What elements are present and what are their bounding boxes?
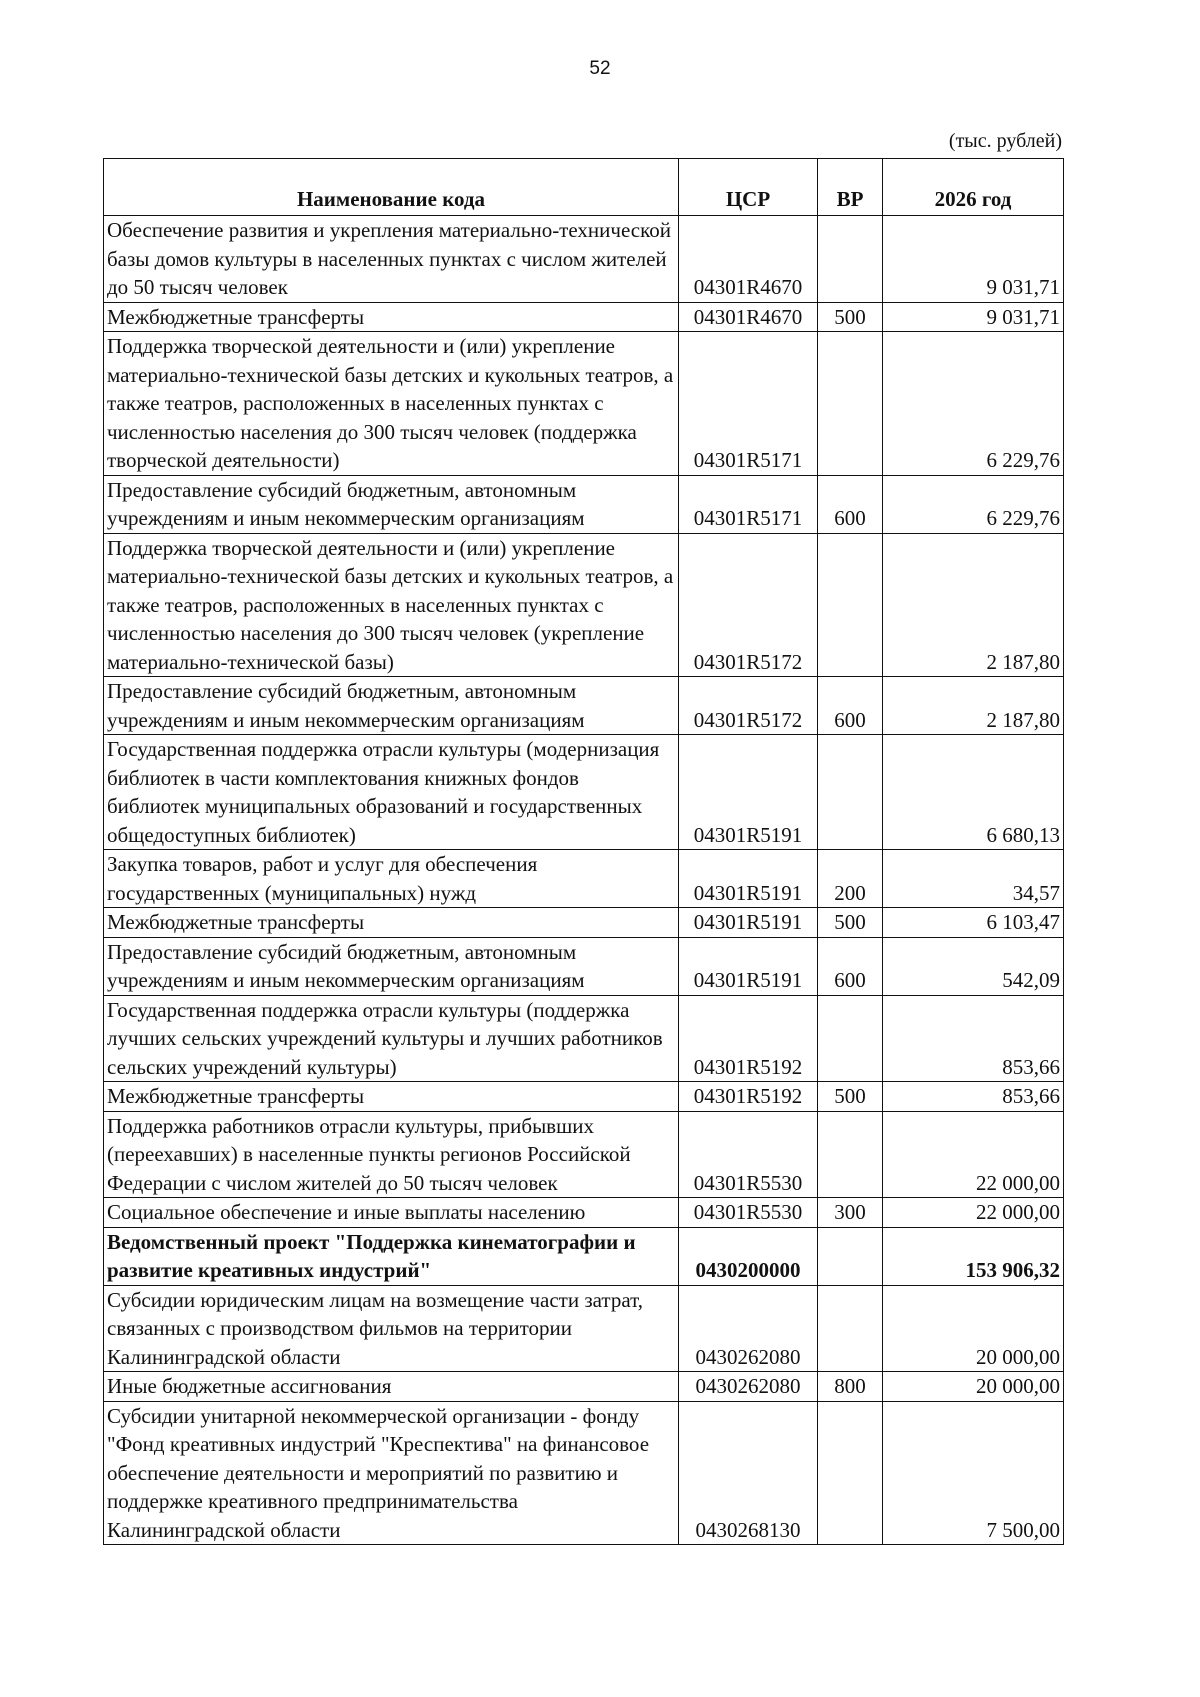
- row-name-cell: Поддержка творческой деятельности и (или) укрепление материально-технической базы детских и кукольных театров, а также театров, расположенных в населенных пунктах с численностью населения до 300 тысяч человек (поддержка творческой деятельности): [104, 332, 679, 476]
- row-vr-cell: [818, 1227, 883, 1285]
- row-name-cell: Социальное обеспечение и иные выплаты населению: [104, 1198, 679, 1228]
- row-amount-cell: 6 680,13: [883, 735, 1064, 850]
- table-row: [104, 533, 1064, 677]
- table-row: [104, 1111, 1064, 1198]
- budget-table: [103, 158, 1064, 1545]
- row-code-cell: 04301R5191: [679, 908, 818, 938]
- row-code-cell: 0430268130: [679, 1401, 818, 1545]
- table-row: [104, 677, 1064, 735]
- row-name-cell: Поддержка работников отрасли культуры, прибывших (переехавших) в населенные пункты регионов Российской Федерации с числом жителей до 50 тысяч человек: [104, 1111, 679, 1198]
- header-vr: ВР: [818, 159, 883, 216]
- table-row: [104, 937, 1064, 995]
- row-code-cell: 04301R5171: [679, 475, 818, 533]
- row-vr-cell: [818, 1111, 883, 1198]
- row-vr-cell: 200: [818, 850, 883, 908]
- row-amount-cell: 6 229,76: [883, 332, 1064, 476]
- header-year: 2026 год: [883, 159, 1064, 216]
- page-number: 52: [589, 58, 611, 79]
- table-row: [104, 735, 1064, 850]
- row-name-cell: Предоставление субсидий бюджетным, автономным учреждениям и иным некоммерческим организациям: [104, 677, 679, 735]
- table-header-row: [104, 159, 1064, 216]
- row-vr-cell: 600: [818, 475, 883, 533]
- row-code-cell: 04301R5192: [679, 995, 818, 1082]
- table-row: [104, 332, 1064, 476]
- row-amount-cell: 20 000,00: [883, 1372, 1064, 1402]
- row-amount-cell: 6 103,47: [883, 908, 1064, 938]
- row-code-cell: 04301R5191: [679, 850, 818, 908]
- row-amount-cell: 153 906,32: [883, 1227, 1064, 1285]
- row-amount-cell: 542,09: [883, 937, 1064, 995]
- row-vr-cell: 500: [818, 302, 883, 332]
- row-name-cell: Межбюджетные трансферты: [104, 302, 679, 332]
- row-name-cell: Иные бюджетные ассигнования: [104, 1372, 679, 1402]
- row-name-cell: Государственная поддержка отрасли культуры (модернизация библиотек в части комплектования книжных фондов библиотек муниципальных образований и государственных общедоступных библиотек): [104, 735, 679, 850]
- row-name-cell: Межбюджетные трансферты: [104, 1082, 679, 1112]
- row-vr-cell: [818, 735, 883, 850]
- table-row: [104, 850, 1064, 908]
- row-vr-cell: 500: [818, 1082, 883, 1112]
- row-name-cell: Обеспечение развития и укрепления материально-технической базы домов культуры в населенных пунктах с числом жителей до 50 тысяч человек: [104, 216, 679, 303]
- table-row: [104, 1227, 1064, 1285]
- row-name-cell: Ведомственный проект "Поддержка кинематографии и развитие креативных индустрий": [104, 1227, 679, 1285]
- row-name-cell: Государственная поддержка отрасли культуры (поддержка лучших сельских учреждений культуры и лучших работников сельских учреждений культуры): [104, 995, 679, 1082]
- row-vr-cell: 600: [818, 677, 883, 735]
- header-code: ЦСР: [679, 159, 818, 216]
- row-name-cell: Закупка товаров, работ и услуг для обеспечения государственных (муниципальных) нужд: [104, 850, 679, 908]
- table-row: [104, 302, 1064, 332]
- row-code-cell: 04301R4670: [679, 302, 818, 332]
- row-vr-cell: [818, 216, 883, 303]
- row-name-cell: Предоставление субсидий бюджетным, автономным учреждениям и иным некоммерческим организациям: [104, 475, 679, 533]
- row-amount-cell: 853,66: [883, 1082, 1064, 1112]
- row-amount-cell: 6 229,76: [883, 475, 1064, 533]
- row-vr-cell: [818, 1401, 883, 1545]
- table-row: [104, 995, 1064, 1082]
- row-code-cell: 04301R5172: [679, 533, 818, 677]
- row-amount-cell: 20 000,00: [883, 1285, 1064, 1372]
- row-code-cell: 04301R4670: [679, 216, 818, 303]
- header-name: Наименование кода: [104, 159, 679, 216]
- row-amount-cell: 7 500,00: [883, 1401, 1064, 1545]
- row-amount-cell: 9 031,71: [883, 216, 1064, 303]
- row-code-cell: 0430262080: [679, 1372, 818, 1402]
- table-row: [104, 1082, 1064, 1112]
- row-amount-cell: 22 000,00: [883, 1198, 1064, 1228]
- row-name-cell: Предоставление субсидий бюджетным, автономным учреждениям и иным некоммерческим организациям: [104, 937, 679, 995]
- row-vr-cell: 600: [818, 937, 883, 995]
- table-row: [104, 216, 1064, 303]
- row-code-cell: 04301R5192: [679, 1082, 818, 1112]
- row-name-cell: Межбюджетные трансферты: [104, 908, 679, 938]
- row-vr-cell: 500: [818, 908, 883, 938]
- row-vr-cell: [818, 533, 883, 677]
- table-row: [104, 1285, 1064, 1372]
- row-code-cell: 04301R5191: [679, 937, 818, 995]
- row-amount-cell: 2 187,80: [883, 533, 1064, 677]
- row-vr-cell: [818, 1285, 883, 1372]
- row-code-cell: 04301R5530: [679, 1111, 818, 1198]
- row-vr-cell: 800: [818, 1372, 883, 1402]
- row-vr-cell: [818, 332, 883, 476]
- table-row: [104, 1401, 1064, 1545]
- table-row: [104, 1372, 1064, 1402]
- row-code-cell: 0430200000: [679, 1227, 818, 1285]
- row-code-cell: 0430262080: [679, 1285, 818, 1372]
- row-amount-cell: 34,57: [883, 850, 1064, 908]
- row-amount-cell: 2 187,80: [883, 677, 1064, 735]
- row-name-cell: Поддержка творческой деятельности и (или) укрепление материально-технической базы детских и кукольных театров, а также театров, расположенных в населенных пунктах с численностью населения до 300 тысяч человек (укрепление материально-технической базы): [104, 533, 679, 677]
- row-code-cell: 04301R5171: [679, 332, 818, 476]
- row-name-cell: Субсидии унитарной некоммерческой организации - фонду "Фонд креативных индустрий "Креспектива" на финансовое обеспечение деятельности и мероприятий по развитию и поддержке креативного предпринимательства Калининградской области: [104, 1401, 679, 1545]
- table-row: [104, 1198, 1064, 1228]
- table-body: [104, 216, 1064, 1545]
- row-vr-cell: 300: [818, 1198, 883, 1228]
- row-name-cell: Субсидии юридическим лицам на возмещение части затрат, связанных с производством фильмов на территории Калининградской области: [104, 1285, 679, 1372]
- row-amount-cell: 853,66: [883, 995, 1064, 1082]
- row-amount-cell: 22 000,00: [883, 1111, 1064, 1198]
- row-code-cell: 04301R5530: [679, 1198, 818, 1228]
- table-row: [104, 475, 1064, 533]
- units-label: (тыс. рублей): [948, 130, 1062, 152]
- row-vr-cell: [818, 995, 883, 1082]
- row-amount-cell: 9 031,71: [883, 302, 1064, 332]
- row-code-cell: 04301R5172: [679, 677, 818, 735]
- row-code-cell: 04301R5191: [679, 735, 818, 850]
- table-row: [104, 908, 1064, 938]
